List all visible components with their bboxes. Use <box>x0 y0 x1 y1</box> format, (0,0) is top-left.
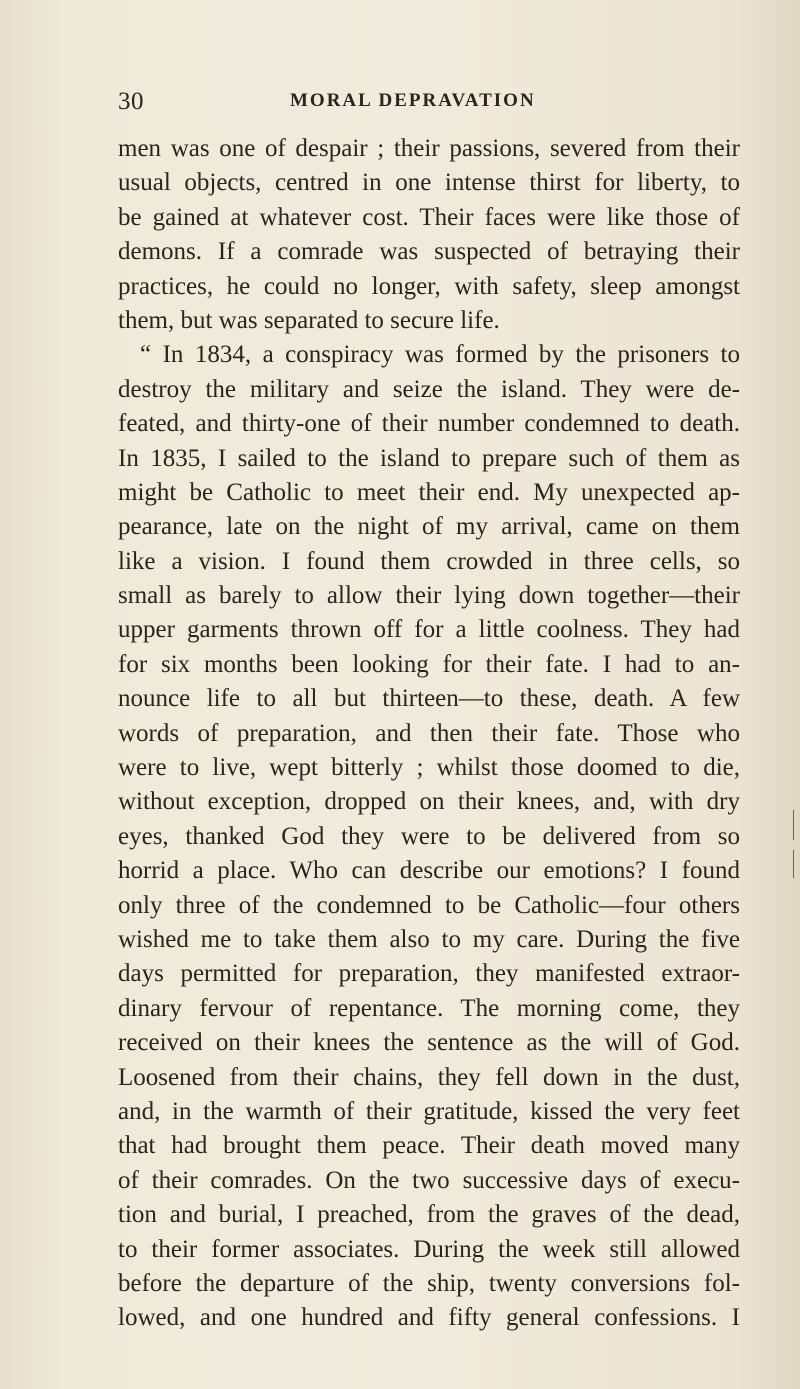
text-line: dinary fervour of repentance. The morning come, they <box>118 994 740 1022</box>
text-line: were to live, wept bitterly ; whilst those doomed to die, <box>118 754 740 782</box>
text-line: only three of the condemned to be Catholic—four others <box>118 891 740 919</box>
text-line: demons. If a comrade was suspected of betraying their <box>118 238 740 266</box>
text-line: wished me to take them also to my care. During the five <box>118 925 740 953</box>
running-head: MORAL DEPRAVATION <box>290 90 536 111</box>
text-line: tion and burial, I preached, from the graves of the dead, <box>118 1201 740 1229</box>
text-line: In 1835, I sailed to the island to prepare such of them as <box>118 444 740 472</box>
margin-mark <box>793 850 794 878</box>
text-line: usual objects, centred in one intense thirst for liberty, to <box>118 169 740 197</box>
text-line: eyes, thanked God they were to be delivered from so <box>118 822 740 850</box>
page-number: 30 <box>118 88 144 115</box>
text-line: like a vision. I found them crowded in three cells, so <box>118 547 740 575</box>
text-line: pearance, late on the night of my arrival, came on them <box>118 513 740 541</box>
text-line: feated, and thirty-one of their number condemned to death. <box>118 410 740 438</box>
text-line: words of preparation, and then their fate. Those who <box>118 719 740 747</box>
text-line: for six months been looking for their fate. I had to an- <box>118 650 740 678</box>
text-line: “ In 1834, a conspiracy was formed by the prisoners to <box>140 341 740 369</box>
body-text <box>118 132 740 1336</box>
page-header <box>118 88 740 128</box>
text-line: to their former associates. During the week still allowed <box>118 1235 740 1263</box>
margin-mark <box>793 810 794 840</box>
text-line: nounce life to all but thirteen—to these, death. A few <box>118 685 740 713</box>
text-line: that had brought them peace. Their death moved many <box>118 1132 740 1160</box>
text-line: lowed, and one hundred and fifty general confessions. I <box>118 1304 740 1332</box>
text-line: and, in the warmth of their gratitude, kissed the very feet <box>118 1097 740 1125</box>
text-line: practices, he could no longer, with safety, sleep amongst <box>118 272 740 300</box>
text-line: horrid a place. Who can describe our emotions? I found <box>118 857 740 885</box>
text-line: them, but was separated to secure life. <box>118 306 500 334</box>
text-line: might be Catholic to meet their end. My unexpected ap- <box>118 478 740 506</box>
text-line: Loosened from their chains, they fell down in the dust, <box>118 1063 740 1091</box>
text-line: be gained at whatever cost. Their faces were like those of <box>118 203 740 231</box>
text-line: men was one of despair ; their passions, severed from their <box>118 135 740 162</box>
text-line: without exception, dropped on their knees, and, with dry <box>118 788 740 816</box>
text-line: destroy the military and seize the island. They were de- <box>118 375 740 403</box>
text-line: upper garments thrown off for a little coolness. They had <box>118 616 740 644</box>
text-line: days permitted for preparation, they manifested extraor- <box>118 960 740 988</box>
text-line: small as barely to allow their lying down together—their <box>118 582 740 610</box>
text-line: of their comrades. On the two successive days of execu- <box>118 1166 740 1194</box>
text-line: received on their knees the sentence as the will of God. <box>118 1029 740 1057</box>
text-line: before the departure of the ship, twenty conversions fol- <box>118 1269 740 1297</box>
